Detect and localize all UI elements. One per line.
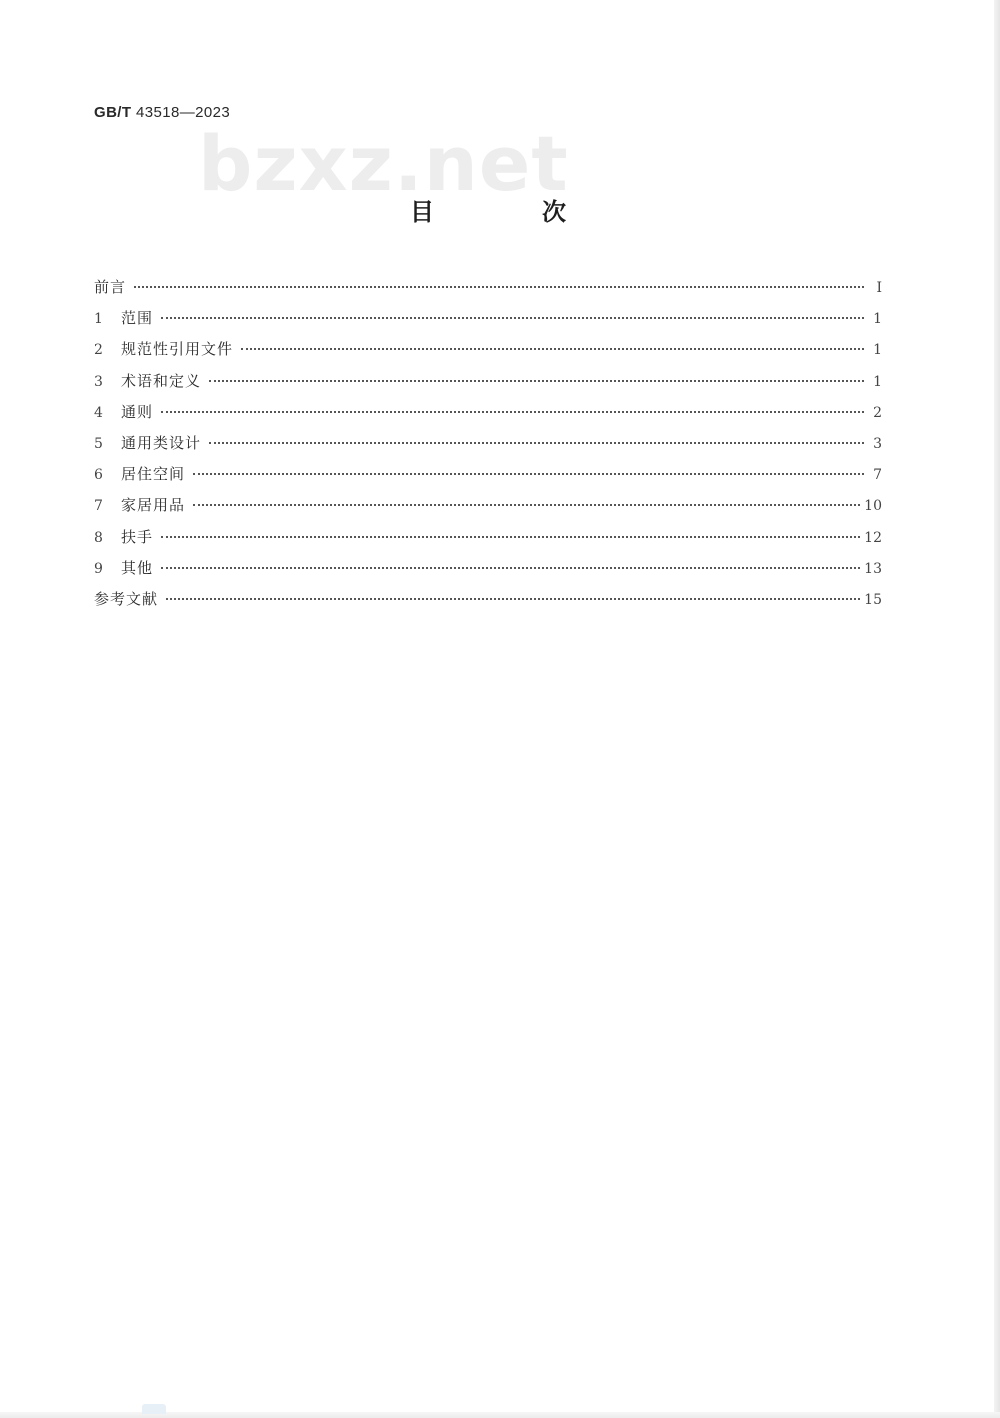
toc-entry-7[interactable] xyxy=(94,494,882,525)
toc-entry-number: 9 xyxy=(94,560,103,577)
toc-entry-page: 12 xyxy=(864,529,882,546)
toc-dot-leader xyxy=(161,410,864,413)
toc-entry-page: 1 xyxy=(873,311,882,328)
toc-dot-leader xyxy=(134,285,864,288)
toc-entry-label: 范围 xyxy=(121,309,154,328)
toc-entry-label: 家居用品 xyxy=(121,496,186,515)
table-of-contents xyxy=(94,276,882,619)
toc-entry-label: 居住空间 xyxy=(121,465,186,484)
page-corner-mark xyxy=(142,1404,166,1414)
toc-entry-number: 5 xyxy=(94,435,103,452)
toc-entry-number: 2 xyxy=(94,342,103,359)
toc-entry-foreword[interactable] xyxy=(94,276,882,307)
toc-entry-label: 其他 xyxy=(121,558,154,577)
toc-entry-page: 13 xyxy=(864,560,882,577)
watermark-text: bzxz.net xyxy=(198,119,569,208)
toc-entry-9[interactable] xyxy=(94,557,882,588)
toc-entry-label: 规范性引用文件 xyxy=(121,340,234,359)
toc-entry-page: 15 xyxy=(864,591,882,608)
toc-dot-leader xyxy=(193,472,864,475)
toc-entry-label: 通用类设计 xyxy=(121,433,202,452)
page-title: 目 次 xyxy=(410,198,608,226)
toc-entry-bibliography[interactable] xyxy=(94,588,882,619)
toc-dot-leader xyxy=(241,347,864,350)
toc-dot-leader xyxy=(161,535,860,538)
toc-entry-8[interactable] xyxy=(94,526,882,557)
standard-code-number: 43518—2023 xyxy=(136,104,231,121)
toc-entry-1[interactable] xyxy=(94,307,882,338)
toc-entry-number: 1 xyxy=(94,311,103,328)
standard-code-prefix: GB/T xyxy=(94,104,132,121)
toc-entry-5[interactable] xyxy=(94,432,882,463)
toc-entry-page: 7 xyxy=(873,467,882,484)
toc-dot-leader xyxy=(209,441,864,444)
toc-entry-4[interactable] xyxy=(94,401,882,432)
toc-dot-leader xyxy=(161,316,864,319)
toc-entry-6[interactable] xyxy=(94,463,882,494)
toc-entry-label: 前言 xyxy=(94,278,127,296)
toc-entry-label: 术语和定义 xyxy=(121,371,202,390)
toc-entry-page: 1 xyxy=(873,373,882,390)
toc-entry-label: 通则 xyxy=(121,402,154,421)
toc-entry-page: 3 xyxy=(873,435,882,452)
toc-entry-number: 4 xyxy=(94,404,103,421)
toc-entry-page: 10 xyxy=(864,498,882,515)
toc-dot-leader xyxy=(161,566,860,569)
toc-dot-leader xyxy=(209,379,864,382)
page-right-edge xyxy=(994,0,1000,1418)
toc-entry-3[interactable] xyxy=(94,370,882,401)
toc-entry-number: 3 xyxy=(94,373,103,390)
toc-entry-page: 1 xyxy=(873,342,882,359)
toc-entry-number: 7 xyxy=(94,498,103,515)
toc-entry-number: 8 xyxy=(94,529,103,546)
toc-entry-label: 参考文献 xyxy=(94,589,159,608)
toc-dot-leader xyxy=(193,503,860,506)
toc-entry-2[interactable] xyxy=(94,338,882,369)
toc-entry-label: 扶手 xyxy=(121,527,154,546)
toc-dot-leader xyxy=(166,597,860,600)
toc-entry-number: 6 xyxy=(94,467,103,484)
toc-entry-page: 2 xyxy=(873,404,882,421)
toc-entry-page: Ⅰ xyxy=(876,280,882,296)
